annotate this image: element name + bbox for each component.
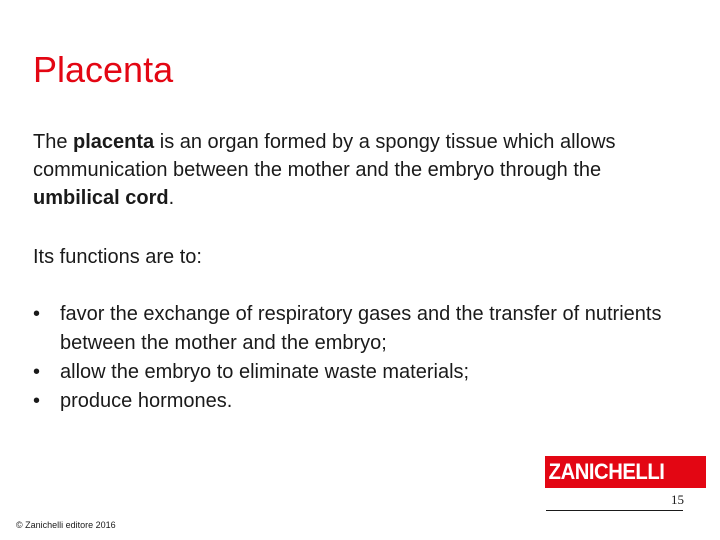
list-item: [33, 358, 703, 387]
functions-list: [33, 300, 703, 416]
bullet-icon: •: [33, 303, 41, 325]
list-item-text: allow the embryo to eliminate waste materials;: [60, 361, 470, 383]
intro-bold-umbilical-cord: umbilical cord: [33, 187, 169, 209]
zanichelli-logo: ZANICHELLI: [545, 456, 706, 488]
bullet-icon: •: [33, 361, 41, 383]
list-item-text: produce hormones.: [60, 390, 233, 412]
page-number: 15: [671, 492, 684, 507]
bullet-icon: •: [33, 390, 41, 412]
functions-lead: Its functions are to:: [33, 246, 202, 268]
intro-text-1: The: [33, 131, 74, 153]
intro-paragraph: [33, 128, 693, 212]
list-item: [33, 387, 703, 416]
intro-text-2: is an organ formed by a spongy tissue which allows communication between the mother and the embryo through the: [33, 131, 616, 181]
slide-title: Placenta: [33, 49, 174, 90]
list-item: [33, 300, 703, 358]
intro-bold-placenta: placenta: [73, 131, 155, 153]
footer-divider: [546, 510, 683, 511]
intro-text-3: .: [168, 187, 175, 209]
copyright-notice: © Zanichelli editore 2016: [16, 520, 116, 530]
list-item-text: favor the exchange of respiratory gases and the transfer of nutrients between the mother and the embryo;: [60, 303, 662, 354]
